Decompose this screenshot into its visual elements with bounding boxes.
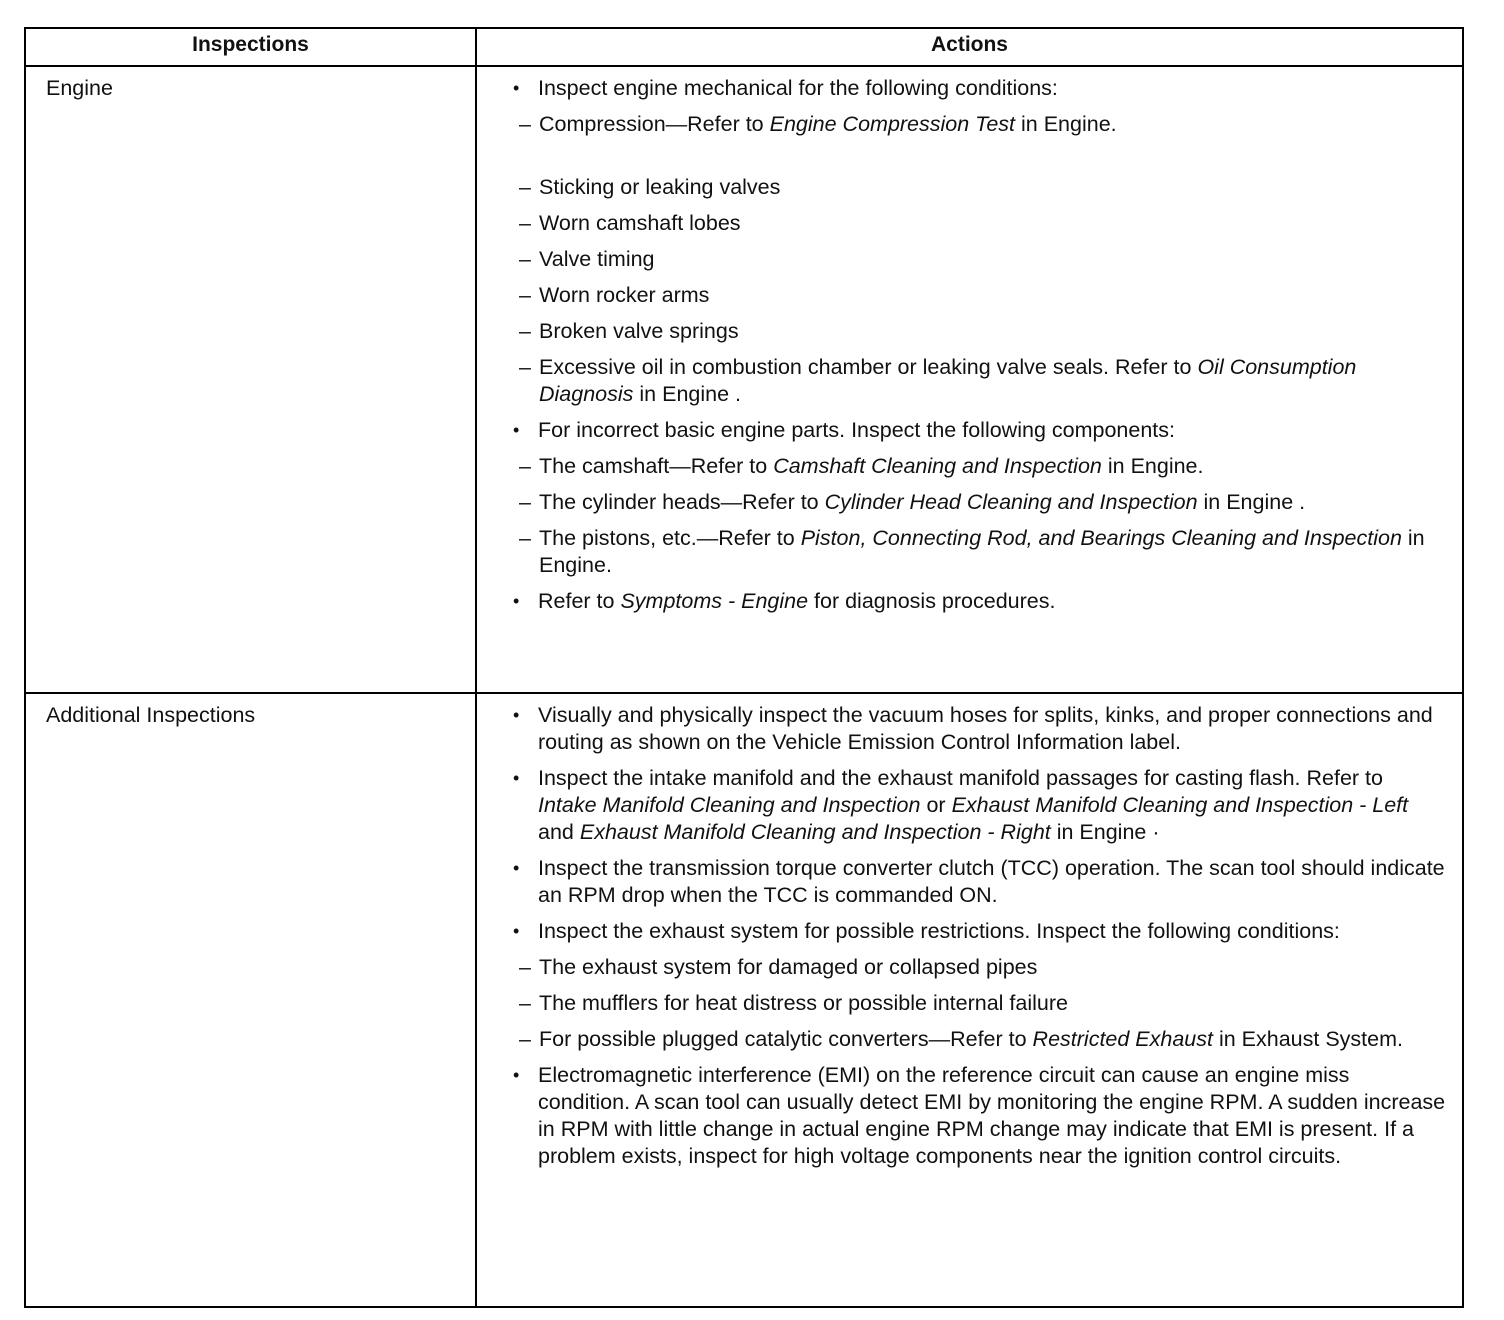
item-text: Inspect engine mechanical for the following conditions: (538, 76, 1058, 100)
bullet-icon: • (513, 858, 520, 878)
bullet-icon: • (513, 921, 520, 941)
reference-title: Piston, Connecting Rod, and Bearings Cleaning and Inspection (800, 526, 1402, 550)
actions-cell (476, 66, 1463, 693)
reference-title: Oil Consumption Diagnosis (539, 355, 1357, 406)
item-text: Valve timing (539, 247, 655, 271)
item-text: The pistons, etc.—Refer to (539, 526, 801, 550)
item-text: For possible plugged catalytic converters—Refer to (539, 1027, 1033, 1051)
sub-item (507, 990, 1446, 1017)
item-text: in Engine. (1015, 112, 1117, 136)
sub-item (507, 1026, 1446, 1053)
bullet-item (507, 588, 1446, 615)
item-text: The cylinder heads—Refer to (539, 490, 825, 514)
item-text: and (538, 820, 580, 844)
bullet-icon: • (513, 78, 520, 98)
item-text: Refer to (538, 589, 621, 613)
column-header-inspections: Inspections (25, 28, 476, 66)
item-text: The mufflers for heat distress or possible internal failure (539, 991, 1068, 1015)
dash-icon: – (519, 454, 531, 478)
inspection-cell: Additional Inspections (25, 693, 476, 1307)
sub-item (507, 174, 1446, 201)
item-text: in Engine · (1050, 820, 1160, 844)
sub-item (507, 489, 1446, 516)
sub-item (507, 282, 1446, 309)
item-text: in Engine . (1197, 490, 1306, 514)
sub-item (507, 525, 1446, 579)
bullet-item (507, 75, 1446, 102)
item-text: or (920, 793, 952, 817)
dash-icon: – (519, 355, 531, 379)
item-text: For incorrect basic engine parts. Inspect the following components: (538, 418, 1175, 442)
item-text: Visually and physically inspect the vacuum hoses for splits, kinks, and proper connections and routing as shown on the Vehicle Emission Control Information label. (538, 703, 1433, 754)
sub-item (507, 318, 1446, 345)
bullet-item (507, 1062, 1446, 1170)
sub-item (507, 453, 1446, 480)
item-text: in Engine. (1101, 454, 1204, 478)
bullet-item (507, 855, 1446, 909)
dash-icon: – (519, 955, 531, 979)
inspection-cell: Engine (25, 66, 476, 693)
item-text: Worn camshaft lobes (539, 211, 741, 235)
reference-title: Restricted Exhaust (1032, 1027, 1213, 1051)
dash-icon: – (519, 319, 531, 343)
bullet-item (507, 702, 1446, 756)
item-text: for diagnosis procedures. (808, 589, 1056, 613)
bullet-icon: • (513, 420, 520, 440)
item-text: Worn rocker arms (539, 283, 710, 307)
reference-title: Intake Manifold Cleaning and Inspection (538, 793, 921, 817)
item-text: in Engine . (633, 382, 741, 406)
bullet-icon: • (513, 591, 520, 611)
item-text: The camshaft—Refer to (539, 454, 774, 478)
table-header-row (25, 28, 1463, 66)
sub-item (507, 954, 1446, 981)
item-text: Excessive oil in combustion chamber or leaking valve seals. Refer to (539, 355, 1198, 379)
bullet-item (507, 417, 1446, 444)
sub-item (507, 354, 1446, 408)
dash-icon: – (519, 112, 531, 136)
reference-title: Cylinder Head Cleaning and Inspection (824, 490, 1198, 514)
dash-icon: – (519, 490, 531, 514)
actions-cell (476, 693, 1463, 1307)
reference-title: Exhaust Manifold Cleaning and Inspection - Left (951, 793, 1409, 817)
item-text: The exhaust system for damaged or collapsed pipes (539, 955, 1038, 979)
item-text: Inspect the transmission torque converter clutch (TCC) operation. The scan tool should indicate an RPM drop when the TCC is commanded ON. (538, 856, 1445, 907)
dash-icon: – (519, 526, 531, 550)
bullet-icon: • (513, 705, 520, 725)
table-row-engine (25, 66, 1463, 693)
table-row-additional-inspections (25, 693, 1463, 1307)
reference-title: Engine Compression Test (769, 112, 1016, 136)
item-text: in Engine. (539, 526, 1425, 577)
item-text: Inspect the exhaust system for possible restrictions. Inspect the following conditions: (538, 919, 1340, 943)
bullet-item (507, 765, 1446, 846)
dash-icon: – (519, 247, 531, 271)
dash-icon: – (519, 175, 531, 199)
item-text: in Exhaust System. (1213, 1027, 1403, 1051)
sub-item (507, 246, 1446, 273)
bullet-icon: • (513, 1065, 520, 1085)
bullet-item (507, 918, 1446, 945)
dash-icon: – (519, 211, 531, 235)
bullet-icon: • (513, 768, 520, 788)
sub-item (507, 210, 1446, 237)
dash-icon: – (519, 991, 531, 1015)
dash-icon: – (519, 1027, 531, 1051)
sub-item (507, 111, 1446, 138)
spacer (507, 147, 1446, 174)
item-text: Broken valve springs (539, 319, 739, 343)
item-text: Compression—Refer to (539, 112, 770, 136)
inspections-table (24, 27, 1464, 1308)
item-text: Inspect the intake manifold and the exhaust manifold passages for casting flash. Refer to (538, 766, 1383, 790)
item-text: Electromagnetic interference (EMI) on the reference circuit can cause an engine miss condition. A scan tool can usually detect EMI by monitoring the engine RPM. A sudden increase in RPM with little change in actual engine RPM change may indicate that EMI is present. If a problem exists, inspect for high voltage components near the ignition control circuits. (538, 1063, 1446, 1168)
dash-icon: – (519, 283, 531, 307)
item-text: Sticking or leaking valves (539, 175, 781, 199)
reference-title: Symptoms - Engine (620, 589, 809, 613)
reference-title: Exhaust Manifold Cleaning and Inspection - Right (579, 820, 1051, 844)
column-header-actions: Actions (476, 28, 1463, 66)
reference-title: Camshaft Cleaning and Inspection (773, 454, 1102, 478)
